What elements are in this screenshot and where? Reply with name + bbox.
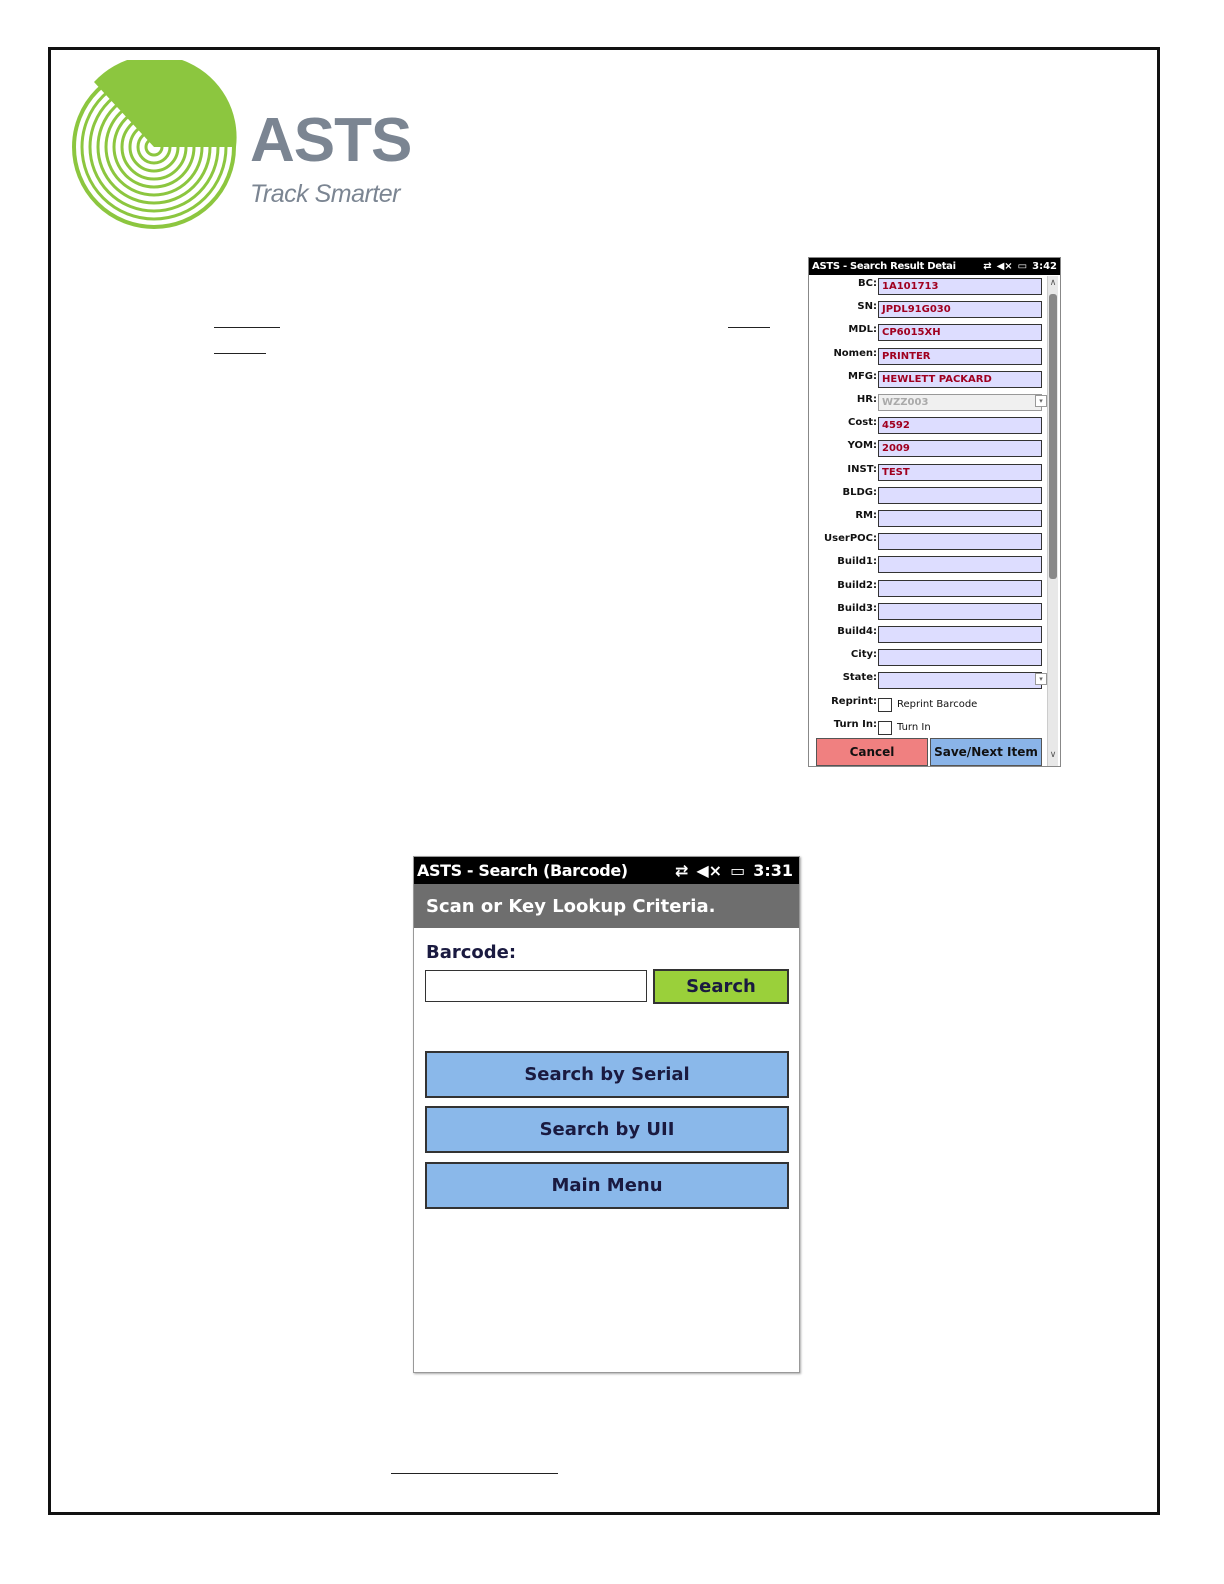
save-next-item-button[interactable]: Save/Next Item (930, 738, 1042, 766)
turn-in-label: Turn In: (833, 719, 877, 730)
field-row (809, 532, 1049, 552)
field-label: State: (842, 672, 877, 684)
status-title: ASTS - Search (Barcode) (417, 861, 628, 880)
field-input[interactable] (878, 533, 1042, 550)
link-underline-4[interactable] (391, 1473, 558, 1474)
field-input[interactable]: 1A101713 (878, 278, 1042, 295)
field-row (809, 439, 1049, 459)
reprint-row (809, 695, 1049, 715)
barcode-input[interactable] (425, 970, 647, 1002)
battery-icon: ▭ (1017, 261, 1028, 272)
link-underline-2[interactable] (728, 327, 770, 328)
field-input[interactable]: JPDL91G030 (878, 301, 1042, 318)
field-label: Build3: (837, 602, 877, 614)
field-row (809, 393, 1049, 413)
field-row (809, 602, 1049, 622)
logo-tagline: Track Smarter (250, 180, 400, 208)
field-row (809, 579, 1049, 599)
field-label: HR: (856, 394, 877, 405)
reprint-checkbox-text: Reprint Barcode (897, 699, 978, 710)
asts-logo (70, 60, 430, 235)
cancel-button[interactable]: Cancel (816, 738, 928, 766)
logo-wordmark: ASTS (250, 106, 412, 175)
scroll-down-icon[interactable]: ∨ (1049, 750, 1057, 760)
barcode-label: Barcode: (426, 942, 517, 963)
scrollbar-thumb[interactable] (1049, 294, 1057, 579)
field-label: Build4: (837, 626, 877, 637)
field-label: Nomen: (833, 347, 877, 359)
search-result-detail-screen (808, 257, 1061, 767)
field-label: Cost: (848, 417, 877, 429)
field-row (809, 370, 1049, 390)
field-row (809, 416, 1049, 436)
field-row (809, 347, 1049, 367)
radar-logo-icon (70, 60, 245, 235)
field-input[interactable] (878, 556, 1042, 573)
link-underline-3[interactable] (214, 353, 266, 354)
chevron-down-icon[interactable]: ▾ (1035, 673, 1047, 685)
field-input[interactable]: 4592 (878, 417, 1042, 434)
field-input[interactable]: PRINTER (878, 348, 1042, 365)
field-label: SN: (857, 301, 877, 313)
field-label: MDL: (848, 324, 877, 336)
field-label: MFG: (848, 370, 877, 382)
field-input[interactable] (878, 510, 1042, 527)
search-by-uii-button[interactable]: Search by UII (425, 1106, 789, 1153)
field-input[interactable] (878, 672, 1042, 689)
field-row (809, 463, 1049, 483)
field-label: BC: (858, 278, 877, 289)
field-input[interactable]: WZZ003 (878, 394, 1042, 411)
field-row (809, 300, 1049, 320)
vertical-scrollbar[interactable] (1047, 276, 1058, 766)
field-label: City: (850, 649, 877, 661)
status-bar (414, 857, 799, 884)
battery-icon: ▭ (730, 861, 746, 880)
search-button[interactable]: Search (653, 969, 789, 1004)
field-input[interactable]: TEST (878, 464, 1042, 481)
sync-icon: ⇄ (674, 861, 689, 880)
field-input[interactable] (878, 487, 1042, 504)
turn-in-checkbox[interactable] (878, 721, 892, 735)
field-label: Build1: (837, 556, 877, 568)
field-label: Build2: (837, 579, 877, 591)
search-barcode-screen (413, 856, 800, 1373)
field-row (809, 323, 1049, 343)
status-bar (809, 258, 1060, 275)
screen-header: Scan or Key Lookup Criteria. (414, 884, 799, 928)
speaker-muted-icon: ◀× (996, 261, 1013, 272)
field-input[interactable] (878, 649, 1042, 666)
status-title: ASTS - Search Result Detai (812, 261, 956, 272)
search-by-serial-button[interactable]: Search by Serial (425, 1051, 789, 1098)
field-input[interactable]: CP6015XH (878, 324, 1042, 341)
field-row (809, 625, 1049, 645)
field-row (809, 555, 1049, 575)
field-label: BLDG: (842, 486, 877, 498)
scroll-up-icon[interactable]: ∧ (1049, 278, 1057, 288)
main-menu-button[interactable]: Main Menu (425, 1162, 789, 1209)
field-input[interactable]: HEWLETT PACKARD (878, 371, 1042, 388)
field-row (809, 486, 1049, 506)
reprint-checkbox[interactable] (878, 698, 892, 712)
field-row (809, 648, 1049, 668)
status-time: 3:42 (1032, 261, 1057, 272)
field-label: YOM: (847, 440, 877, 452)
chevron-down-icon[interactable]: ▾ (1035, 395, 1047, 407)
link-underline-1[interactable] (214, 327, 280, 328)
field-label: UserPOC: (824, 533, 877, 545)
field-input[interactable] (878, 603, 1042, 620)
field-row (809, 277, 1049, 297)
speaker-muted-icon: ◀× (696, 861, 723, 880)
field-input[interactable] (878, 626, 1042, 643)
sync-icon: ⇄ (983, 261, 992, 272)
field-label: INST: (847, 463, 877, 475)
field-input[interactable] (878, 580, 1042, 597)
field-input[interactable]: 2009 (878, 440, 1042, 457)
field-row (809, 509, 1049, 529)
status-time: 3:31 (753, 861, 793, 880)
reprint-label: Reprint: (831, 696, 877, 707)
turn-in-checkbox-text: Turn In (897, 722, 931, 733)
field-row (809, 671, 1049, 691)
turn-in-row (809, 718, 1049, 738)
field-label: RM: (855, 510, 877, 521)
